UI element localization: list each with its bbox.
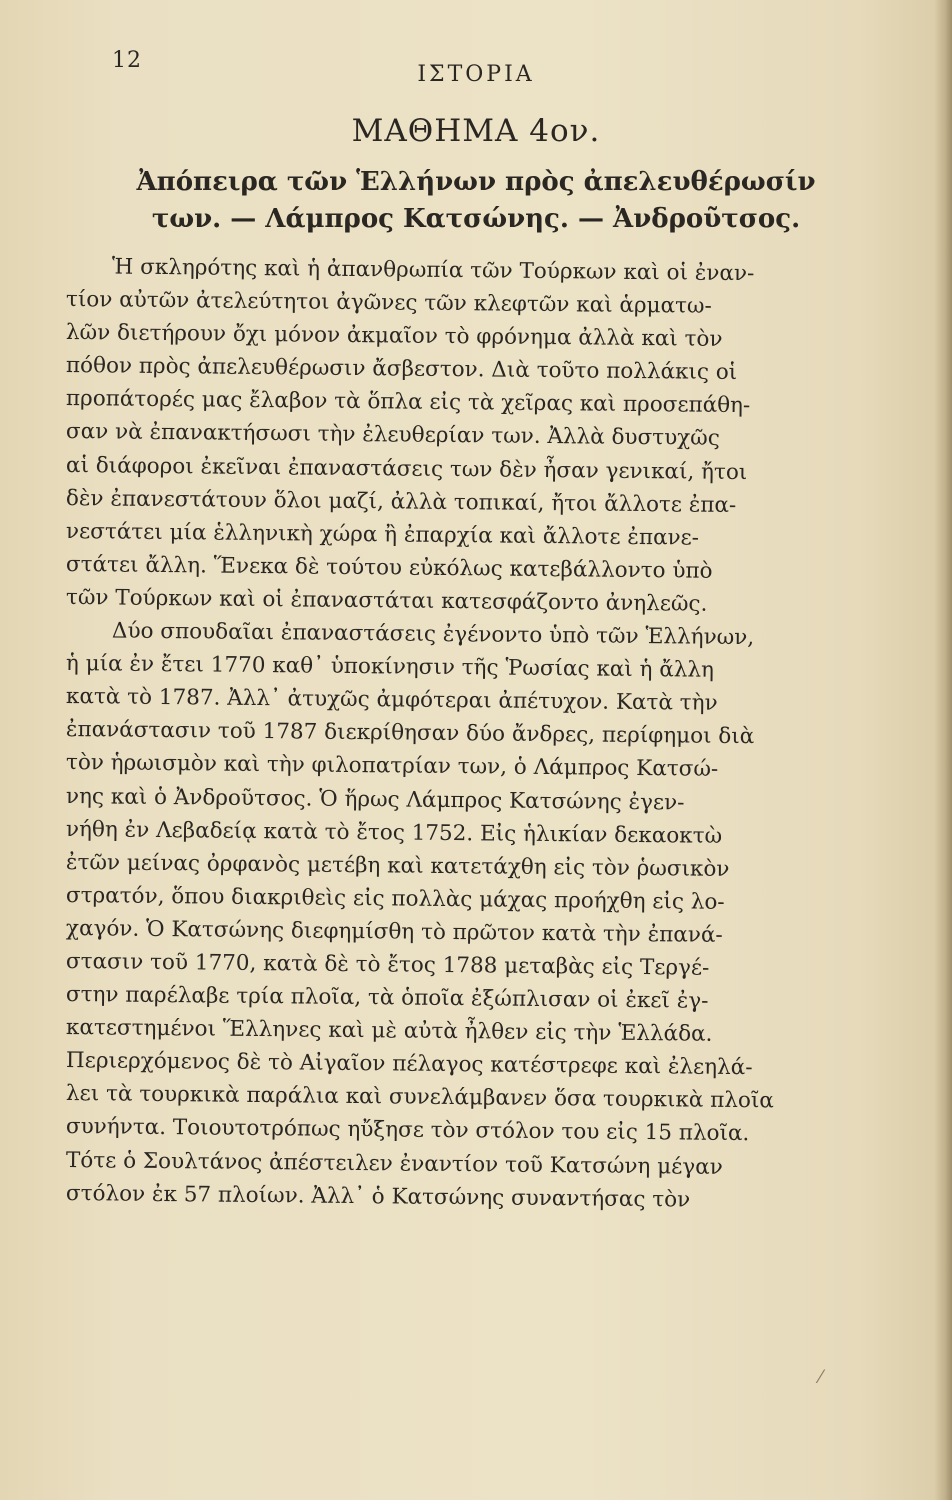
body-line: κατὰ τὸ 1787. Ἀλλ᾽ ἀτυχῶς ἀμφότεραι ἀπέτυχον. Κατὰ τὴν xyxy=(65,684,718,717)
body-line: δὲν ἐπανεστάτουν ὅλοι μαζί, ἀλλὰ τοπικαί, ἤτοι ἄλλοτε ἐπα- xyxy=(65,485,737,518)
body-text xyxy=(65,250,836,1213)
body-line: Ἡ σκληρότης καὶ ἡ ἀπανθρωπία τῶν Τούρκων καὶ οἱ ἐναν- xyxy=(111,254,755,287)
chapter-title-line: Ἀπόπειρα τῶν Ἑλλήνων πρὸς ἀπελευθέρωσίν xyxy=(136,167,816,197)
chapter-title xyxy=(0,164,952,238)
body-line: ἐπανάστασιν τοῦ 1787 διεκρίθησαν δύο ἄνδρες, περίφημοι διὰ xyxy=(65,717,755,750)
body-line: προπάτορές μας ἔλαβον τὰ ὅπλα εἰς τὰ χεῖρας καὶ προσεπάθη- xyxy=(65,386,751,419)
body-line: τῶν Τούρκων καὶ οἱ ἐπαναστάται κατεσφάζοντο ἀνηλεῶς. xyxy=(65,584,708,617)
body-line: Περιερχόμενος δὲ τὸ Αἰγαῖον πέλαγος κατέστρεφε καὶ ἐλεηλά- xyxy=(65,1048,753,1081)
body-line: λῶν διετήρουν ὄχι μόνον ἀκμαῖον τὸ φρόνημα ἀλλὰ καὶ τὸν xyxy=(65,320,723,353)
running-head: ΙΣΤΟΡΙΑ xyxy=(417,62,535,87)
body-line: στασιν τοῦ 1770, κατὰ δὲ τὸ ἔτος 1788 μεταβὰς εἰς Τεργέ- xyxy=(65,948,710,981)
body-line: λει τὰ τουρκικὰ παράλια καὶ συνελάμβανεν ὅσα τουρκικὰ πλοῖα xyxy=(65,1081,774,1114)
body-line: αἱ διάφοροι ἐκεῖναι ἐπαναστάσεις των δὲν ἦσαν γενικαί, ἤτοι xyxy=(65,452,748,485)
body-line: ἐτῶν μείνας ὀρφανὸς μετέβη καὶ κατετάχθη εἰς τὸν ῥωσικὸν xyxy=(65,849,730,882)
body-line: τὸν ἡρωισμὸν καὶ τὴν φιλοπατρίαν των, ὁ Λάμπρος Κατσώ- xyxy=(65,750,719,783)
body-line: νης καὶ ὁ Ἀνδροῦτσος. Ὁ ἥρως Λάμπρος Κατσώνης ἐγεν- xyxy=(65,783,685,815)
body-line: τίον αὐτῶν ἀτελεύτητοι ἀγῶνες τῶν κλεφτῶν καὶ ἁρματω- xyxy=(65,287,712,319)
body-line: πόθον πρὸς ἀπελευθέρωσιν ἄσβεστον. Διὰ τοῦτο πολλάκις οἱ xyxy=(65,353,738,386)
body-line: συνήντα. Τοιουτοτρόπως ηὔξησε τὸν στόλον του εἰς 15 πλοῖα. xyxy=(65,1114,750,1147)
chapter-title-line: των. — Λάμπρος Κατσώνης. — Ἀνδροῦτσος. xyxy=(151,204,801,234)
stray-mark: ⁄ xyxy=(818,1367,822,1388)
lesson-heading: ΜΑΘΗΜΑ 4ον. xyxy=(351,113,601,149)
body-line: ἡ μία ἐν ἔτει 1770 καθ᾽ ὑποκίνησιν τῆς Ῥωσίας καὶ ἡ ἄλλη xyxy=(65,651,715,683)
body-line: στόλον ἐκ 57 πλοίων. Ἀλλ᾽ ὁ Κατσώνης συναντήσας τὸν xyxy=(65,1180,691,1213)
body-line: Δύο σπουδαῖαι ἐπαναστάσεις ἐγένοντο ὑπὸ τῶν Ἑλλήνων, xyxy=(111,618,755,651)
body-line: νήθη ἐν Λεβαδείᾳ κατὰ τὸ ἔτος 1752. Εἰς ἡλικίαν δεκαοκτὼ xyxy=(65,816,723,849)
body-line: κατεστημένοι Ἕλληνες καὶ μὲ αὐτὰ ἦλθεν εἰς τὴν Ἑλλάδα. xyxy=(65,1015,713,1047)
body-line: Τότε ὁ Σουλτάνος ἀπέστειλεν ἐναντίον τοῦ Κατσώνη μέγαν xyxy=(65,1147,723,1180)
body-line: χαγόν. Ὁ Κατσώνης διεφημίσθη τὸ πρῶτον κατὰ τὴν ἐπανά- xyxy=(65,915,723,948)
body-line: νεστάτει μία ἑλληνικὴ χώρα ἢ ἐπαρχία καὶ ἄλλοτε ἐπανε- xyxy=(65,518,700,551)
body-line: στάτει ἄλλη. Ἕνεκα δὲ τούτου εὐκόλως κατεβάλλοντο ὑπὸ xyxy=(65,551,713,584)
body-line: στην παρέλαβε τρία πλοῖα, τὰ ὁποῖα ἐξώπλισαν οἱ ἐκεῖ ἐγ- xyxy=(65,982,709,1014)
body-line: στρατόν, ὅπου διακριθεὶς εἰς πολλὰς μάχας προήχθη εἰς λο- xyxy=(65,882,725,915)
page-number: 12 xyxy=(112,48,142,73)
body-line: σαν νὰ ἐπανακτήσωσι τὴν ἐλευθερίαν των. Ἀλλὰ δυστυχῶς xyxy=(65,419,720,452)
